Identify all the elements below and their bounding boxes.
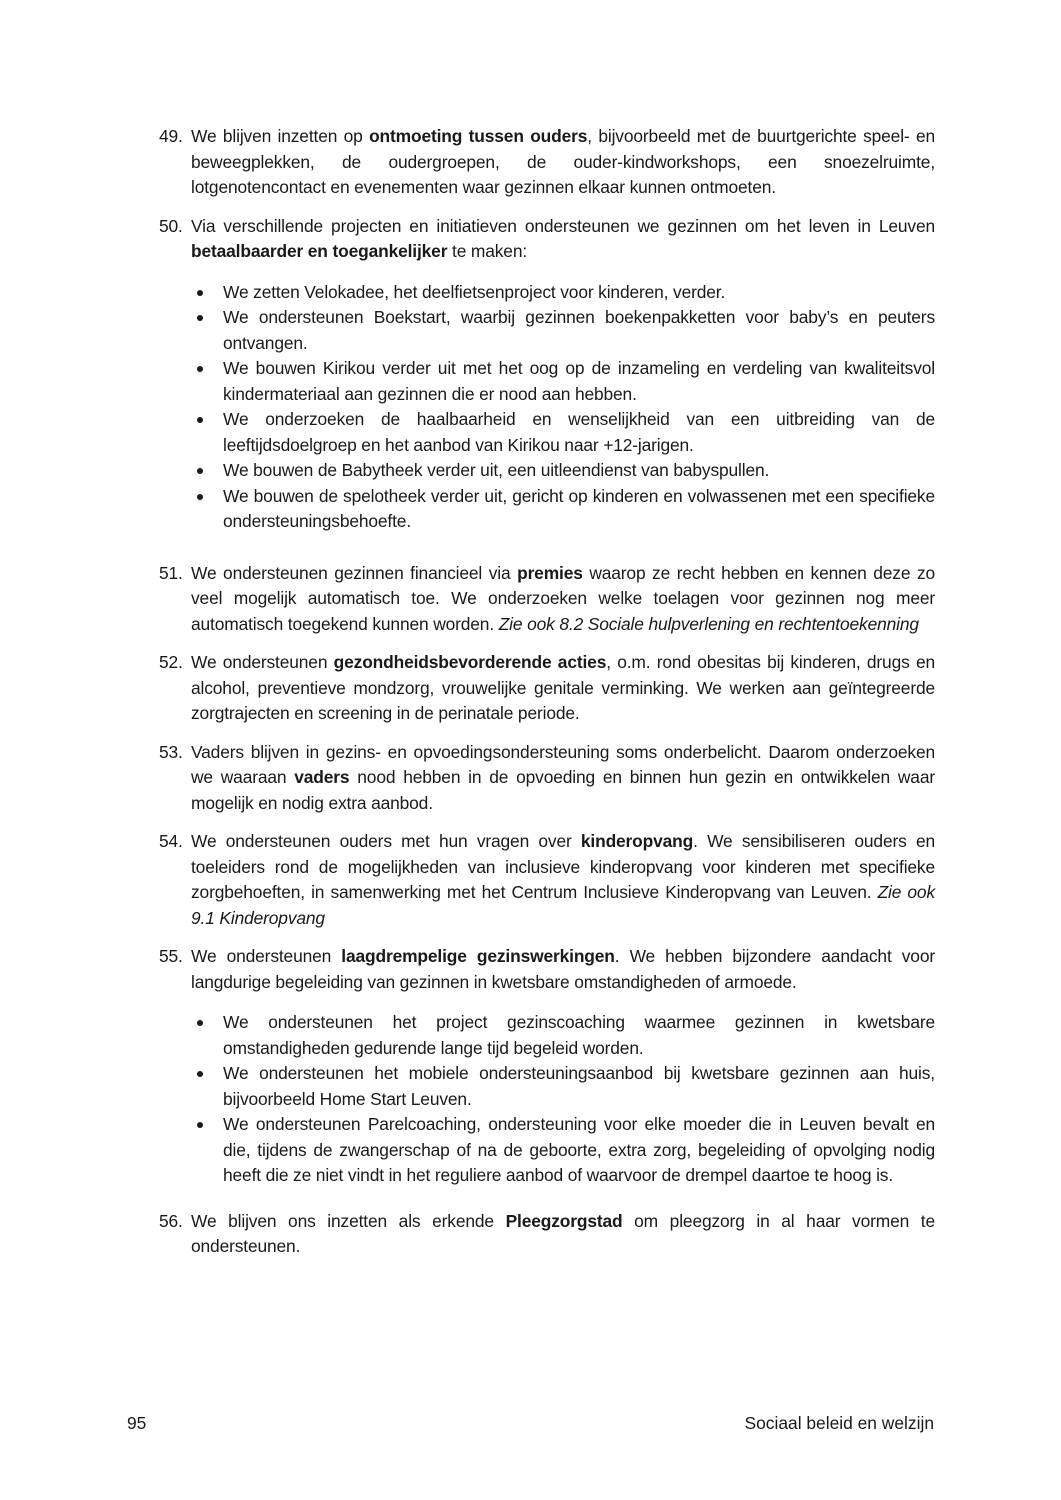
page-number: 95 <box>127 1413 147 1433</box>
item-text <box>191 214 935 265</box>
text-run: Via verschillende projecten en initiatieven ondersteunen we gezinnen om het leven in Leuven <box>191 215 935 236</box>
section-title: Sociaal beleid en welzijn <box>744 1413 934 1433</box>
item-text <box>191 829 935 931</box>
item-text <box>191 740 935 817</box>
text-run: om pleegzorg in al haar vormen te ondersteunen. <box>191 1210 935 1256</box>
text-run: . We hebben bijzondere aandacht voor langdurige begeleiding van gezinnen in kwetsbare omstandigheden of armoede. <box>191 946 935 992</box>
bullet-item <box>191 458 935 484</box>
bullet-item <box>191 407 935 458</box>
text-run: We ondersteunen <box>191 652 334 672</box>
bullet-text: We bouwen Kirikou verder uit met het oog op de inzameling en verdeling van kwaliteitsvol kindermateriaal aan gezinnen die er nood aan hebben. <box>223 358 935 404</box>
bullet-icon <box>197 417 203 423</box>
text-run: waarop ze recht hebben en kennen deze zo veel mogelijk automatisch toe. We onderzoeken welke toelagen voor gezinnen nog meer automatisch toegekend kunnen worden. <box>191 562 936 634</box>
list-item <box>159 740 935 817</box>
list-item <box>159 214 935 535</box>
bullet-list <box>191 1010 935 1189</box>
text-run: , o.m. rond obesitas bij kinderen, drugs en alcohol, preventieve mondzorg, vrouwelijke genitale verminking. We werken aan geïntegreerde zorgtrajecten en screening in de perinatale periode. <box>191 652 935 723</box>
text-run: We ondersteunen gezinnen financieel via <box>191 562 518 583</box>
text-run: . We sensibiliseren ouders en toeleiders rond de mogelijkheden van inclusieve kinderopvang voor kinderen met specifieke zorgbehoeften, in samenwerking met het Centrum Inclusieve Kinderopvang van Leuven. <box>191 831 935 902</box>
bullet-item <box>191 484 935 535</box>
list-item <box>159 1209 935 1260</box>
list-item <box>159 944 935 1189</box>
cross-reference: Zie ook 9.1 Kinderopvang <box>191 882 935 928</box>
item-number: 49. <box>159 126 183 146</box>
bullet-item <box>191 356 935 407</box>
cross-reference: Zie ook 8.2 Sociale hulpverlening en rechtentoekenning <box>498 613 919 634</box>
text-run: , bijvoorbeeld met de buurtgerichte speel- en beweegplekken, de oudergroepen, de ouder-kindworkshops, een snoezelruimte, lotgenotencontact en evenementen waar gezinnen elkaar kunnen ontmoeten. <box>191 126 935 197</box>
bullet-text: We onderzoeken de haalbaarheid en wenselijkheid van een uitbreiding van de leeftijdsdoelgroep en het aanbod van Kirikou naar +12-jarigen. <box>223 409 935 455</box>
bullet-item <box>191 1061 935 1112</box>
bullet-text: We ondersteunen het project gezinscoaching waarmee gezinnen in kwetsbare omstandigheden gedurende lange tijd begeleid worden. <box>223 1012 935 1058</box>
bullet-icon <box>197 1071 203 1077</box>
bullet-text: We zetten Velokadee, het deelfietsenproject voor kinderen, verder. <box>223 281 726 302</box>
list-item <box>159 829 935 931</box>
bullet-icon <box>197 1122 203 1128</box>
bullet-text: We ondersteunen Boekstart, waarbij gezinnen boekenpakketten voor baby’s en peuters ontvangen. <box>223 307 935 353</box>
text-run: We blijven ons inzetten als erkende <box>191 1210 506 1231</box>
bullet-item <box>191 1010 935 1061</box>
bullet-item <box>191 280 935 306</box>
list-item <box>159 650 935 727</box>
text-run: We blijven inzetten op <box>191 126 370 146</box>
bullet-icon <box>197 468 203 474</box>
item-number: 51. <box>159 562 183 583</box>
bullet-icon <box>197 366 203 372</box>
bullet-text: We ondersteunen Parelcoaching, ondersteuning voor elke moeder die in Leuven bevalt en die, tijdens de zwangerschap of na de geboorte, extra zorg, begeleiding of opvolging nodig heeft die ze niet vindt in het reguliere aanbod of waarvoor de drempel daartoe te hoog is. <box>223 1114 935 1185</box>
item-number: 50. <box>159 215 183 236</box>
text-run: We ondersteunen ouders met hun vragen over <box>191 831 581 851</box>
list-item <box>159 561 935 638</box>
list-item <box>159 124 935 201</box>
bullet-item <box>191 1112 935 1189</box>
item-number: 54. <box>159 831 183 851</box>
emphasis-bold: betaalbaarder en toegankelijker <box>191 241 448 261</box>
item-number: 53. <box>159 741 183 762</box>
emphasis-bold: Pleegzorgstad <box>505 1210 623 1231</box>
bullet-text: We bouwen de Babytheek verder uit, een uitleendienst van babyspullen. <box>223 460 770 480</box>
bullet-icon <box>197 315 203 321</box>
text-run: te maken: <box>447 241 528 261</box>
bullet-text: We bouwen de spelotheek verder uit, gericht op kinderen en volwassenen met een specifieke ondersteuningsbehoefte. <box>223 485 935 531</box>
text-run: We ondersteunen <box>191 946 342 966</box>
emphasis-bold: premies <box>517 562 583 583</box>
bullet-icon <box>197 494 203 500</box>
emphasis-bold: ontmoeting tussen ouders <box>369 126 588 146</box>
bullet-list <box>191 280 935 535</box>
emphasis-bold: laagdrempelige gezinswerkingen <box>341 946 615 966</box>
item-number: 56. <box>159 1210 183 1231</box>
text-run: nood hebben in de opvoeding en binnen hun gezin en ontwikkelen waar mogelijk en nodig extra aanbod. <box>191 767 935 813</box>
item-text <box>191 124 935 201</box>
item-text <box>191 944 935 995</box>
bullet-icon <box>197 1020 203 1026</box>
item-text <box>191 1209 935 1260</box>
bullet-text: We ondersteunen het mobiele ondersteuningsaanbod bij kwetsbare gezinnen aan huis, bijvoorbeeld Home Start Leuven. <box>223 1063 935 1109</box>
text-run: Vaders blijven in gezins- en opvoedingsondersteuning soms onderbelicht. Daarom onderzoeken we waaraan <box>191 741 935 787</box>
item-number: 52. <box>159 652 183 672</box>
item-text <box>191 650 935 727</box>
emphasis-bold: gezondheidsbevorderende acties <box>333 652 607 672</box>
emphasis-bold: kinderopvang <box>580 831 694 851</box>
bullet-item <box>191 305 935 356</box>
item-number: 55. <box>159 946 183 966</box>
emphasis-bold: vaders <box>294 767 350 787</box>
numbered-list <box>159 124 935 1273</box>
bullet-icon <box>197 290 203 296</box>
item-text <box>191 561 935 638</box>
